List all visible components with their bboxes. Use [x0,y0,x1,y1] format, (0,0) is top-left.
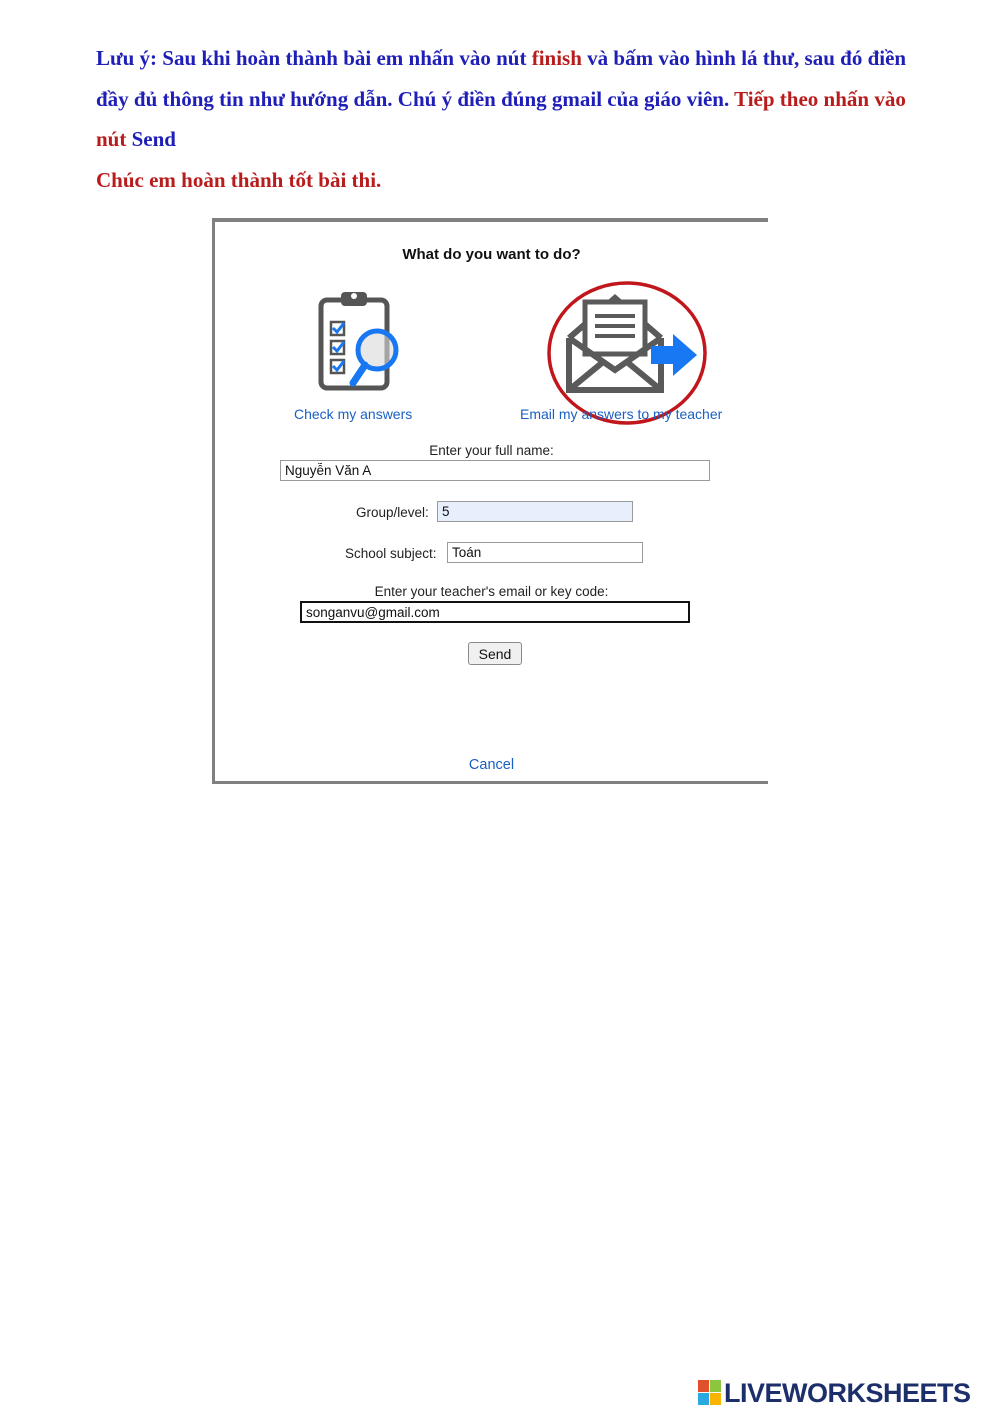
cancel-link[interactable]: Cancel [468,757,515,773]
submit-dialog [212,218,768,784]
next-step: Tiếp theo nhấn vào nút [96,86,906,151]
good-luck-line: Chúc em hoàn thành tốt bài thi. [96,167,382,192]
logo-text: LIVEWORKSHEETS [724,1378,971,1408]
send-word: Send [126,127,176,151]
instructions-body: và bấm vào hình lá thư, sau đó điền đầy đủ thông tin như hướng dẫn. Chú ý điền đúng gmail của giáo viên. [96,46,907,111]
check-answers-link[interactable]: Check my answers [294,406,413,422]
send-button[interactable]: Send [468,642,522,665]
liveworksheets-logo [698,1378,994,1408]
finish-word: finish [531,46,582,70]
instructions [96,38,926,200]
dialog-title: What do you want to do? [402,246,581,263]
group-label: Group/level: [356,505,429,520]
clipboard-checklist-magnifier-icon[interactable] [317,288,407,394]
subject-input[interactable] [447,542,643,563]
email-teacher-link[interactable]: Email my answers to my teacher [520,406,723,422]
teacher-email-label: Enter your teacher's email or key code: [374,584,609,599]
fullname-input[interactable] [280,460,710,481]
teacher-email-input[interactable] [300,601,690,623]
group-input[interactable] [437,501,633,522]
instructions-intro: Lưu ý: Sau khi hoàn thành bài em nhấn vào nút [96,46,532,70]
fullname-label: Enter your full name: [429,443,554,458]
subject-label: School subject: [345,546,437,561]
logo-mark-icon [698,1380,722,1406]
